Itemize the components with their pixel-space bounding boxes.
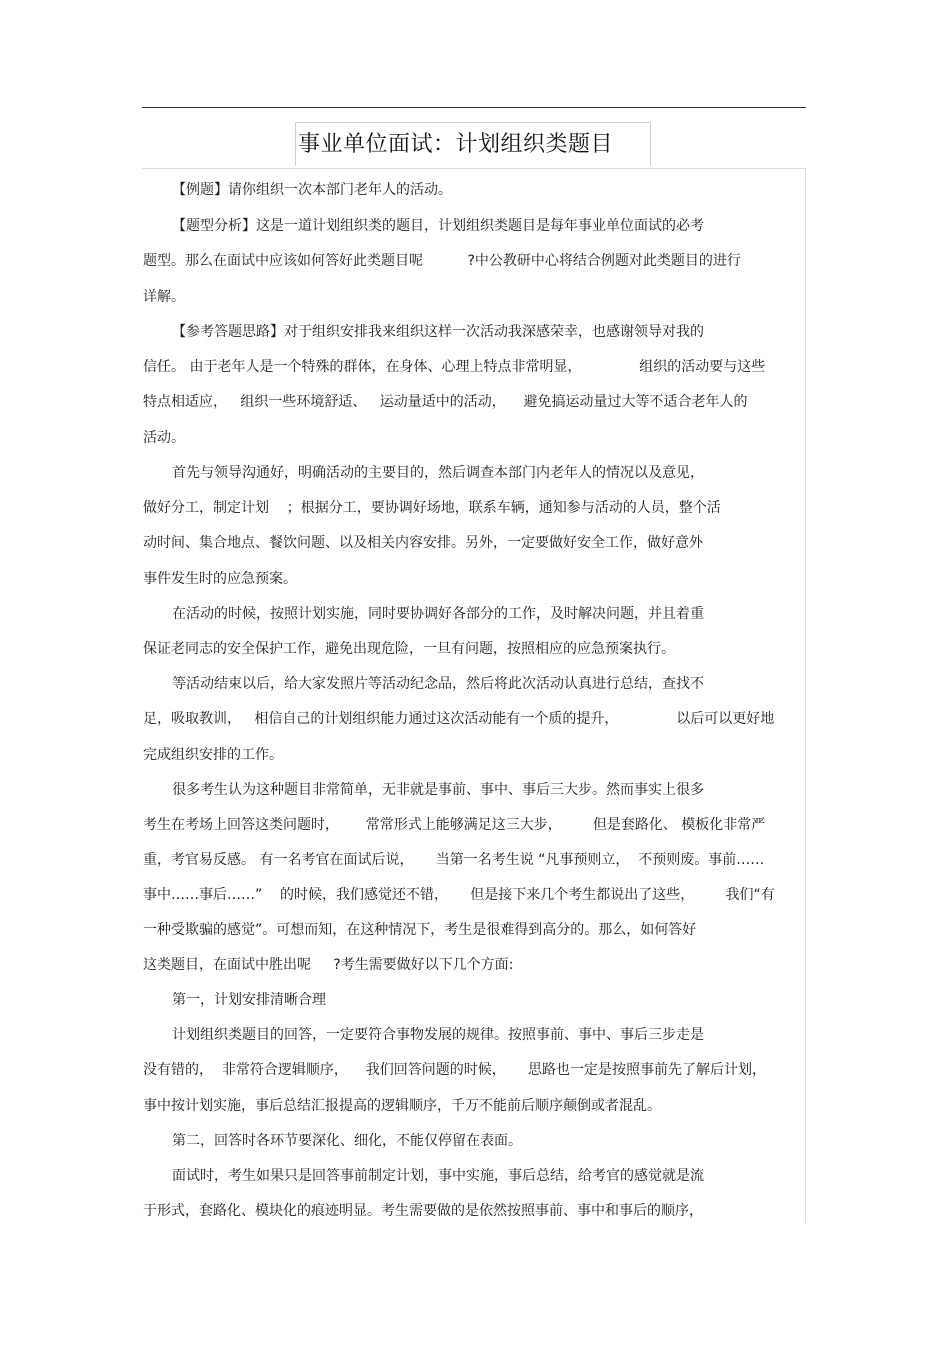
text-line: 在活动的时候，按照计划实施，同时要协调好各部分的工作，及时解决问题，并且着重: [172, 606, 704, 622]
text-line: 首先与领导沟通好，明确活动的主要目的，然后调查本部门内老年人的情况以及意见，: [172, 465, 704, 481]
text-line: 活动。: [143, 430, 185, 446]
text-line: 事中按计划实施，事后总结汇报提高的逻辑顺序，千万不能前后顺序颠倒或者混乱。: [143, 1098, 661, 1114]
text-line: 重，考官易反感。 有一名考官在面试后说， 当第一名考生说 “凡事预则立， 不预则废。事前……: [143, 852, 765, 868]
text-line: 等活动结束以后，给大家发照片等活动纪念品，然后将此次活动认真进行总结，查找不: [172, 676, 704, 692]
text-line: 计划组织类题目的回答，一定要符合事物发展的规律。按照事前、事中、事后三步走是: [172, 1027, 704, 1043]
text-line: 这类题目，在面试中胜出呢 ?考生需要做好以下几个方面:: [143, 957, 514, 973]
text-line: 一种受欺骗的感觉”。可想而知，在这种情况下，考生是很难得到高分的。那么，如何答好: [143, 922, 697, 938]
text-line: 完成组织安排的工作。: [143, 747, 283, 763]
text-line: 信任。 由于老年人是一个特殊的群体，在身体、心理上特点非常明显， 组织的活动要与这些: [143, 359, 766, 375]
text-line: 【例题】请你组织一次本部门老年人的活动。: [172, 182, 452, 198]
text-line: 动时间、集合地点、餐饮问题、以及相关内容安排。另外，一定要做好安全工作，做好意外: [143, 535, 703, 551]
text-line: 没有错的， 非常符合逻辑顺序， 我们回答问题的时候， 思路也一定是按照事前先了解后计划，: [143, 1062, 766, 1078]
text-line: 足，吸取教训， 相信自己的计划组织能力通过这次活动能有一个质的提升， 以后可以更好地: [143, 711, 775, 727]
text-line: 于形式，套路化、模块化的痕迹明显。考生需要做的是依然按照事前、事中和事后的顺序，: [143, 1203, 703, 1219]
header-rule: [142, 107, 806, 108]
text-line: 第二，回答时各环节要深化、细化，不能仅停留在表面。: [172, 1133, 522, 1149]
text-line: 做好分工，制定计划 ；根据分工，要协调好场地，联系车辆，通知参与活动的人员，整个活: [143, 500, 721, 516]
text-line: 详解。: [143, 289, 185, 305]
text-line: 事中……事后……” 的时候，我们感觉还不错， 但是接下来几个考生都说出了这些， 我们“有: [143, 887, 775, 903]
text-line: 第一，计划安排清晰合理: [172, 992, 326, 1008]
text-line: 考生在考场上回答这类问题时， 常常形式上能够满足这三大步， 但是套路化、 模板化非常严: [143, 817, 766, 833]
text-line: 事件发生时的应急预案。: [143, 571, 297, 587]
text-line: 【参考答题思路】对于组织安排我来组织这样一次活动我深感荣幸，也感谢领导对我的: [172, 324, 704, 340]
text-line: 特点相适应， 组织一些环境舒适、 运动量适中的活动， 避免搞运动量过大等不适合老年人的: [143, 394, 748, 410]
text-line: 题型。那么在面试中应该如何答好此类题目呢 ?中公教研中心将结合例题对此类题目的进行: [143, 253, 741, 269]
text-line: 【题型分析】这是一道计划组织类的题目，计划组织类题目是每年事业单位面试的必考: [172, 218, 704, 234]
document-title: 事业单位面试：计划组织类题目: [298, 132, 614, 157]
text-line: 很多考生认为这种题目非常简单，无非就是事前、事中、事后三大步。然而事实上很多: [172, 782, 704, 798]
text-line: 面试时，考生如果只是回答事前制定计划，事中实施，事后总结，给考官的感觉就是流: [172, 1168, 704, 1184]
text-line: 保证老同志的安全保护工作，避免出现危险，一旦有问题，按照相应的应急预案执行。: [143, 641, 675, 657]
